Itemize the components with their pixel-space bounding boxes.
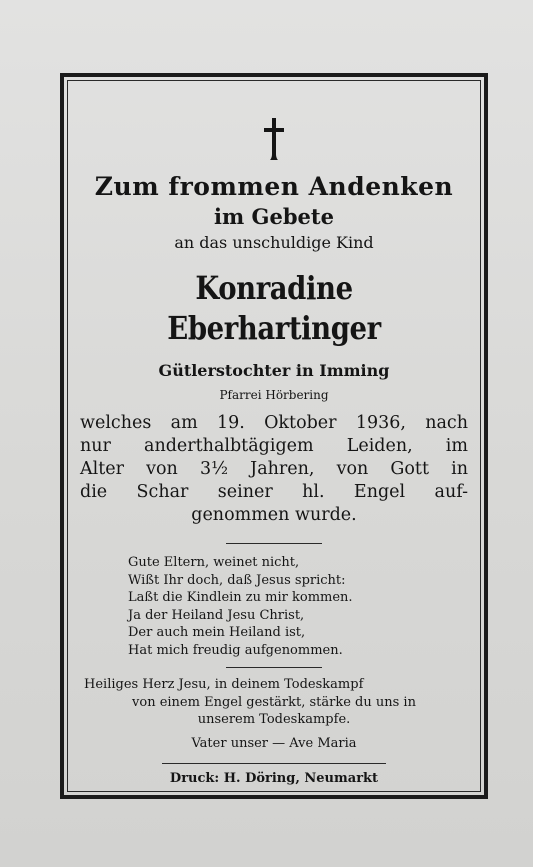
poem-line: Laßt die Kindlein zu mir kommen. [128,590,353,605]
prayer-line: Heiliges Herz Jesu, in deinem Todeskampf [84,677,364,692]
divider [162,763,386,764]
poem [128,554,476,659]
prayer [84,676,464,729]
heading-line-1: Zum frommen Andenken [94,172,454,201]
parish-line: Pfarrei Hörbering [219,388,329,402]
poem-line: Hat mich freudig aufgenommen. [128,642,343,658]
prayer-line: unserem Todeskampfe. [197,712,351,727]
heading-line-3: an das unschuldige Kind [174,233,374,252]
deceased-name: Konradine Eberhartinger [167,269,381,347]
notice-line: Alter von 3½ Jahren, von Gott in [80,459,468,479]
poem-line: Gute Eltern, weinet nicht, [128,555,300,570]
poem-line: Wißt Ihr doch, daß Jesus spricht: [128,572,346,588]
heading-line-2: im Gebete [214,204,334,229]
divider [226,543,322,544]
prayer-line: von einem Engel gestärkt, stärke du uns in [132,694,416,710]
notice-line: nur anderthalbtägigem Leiden, im [80,436,468,456]
cross-icon [261,116,287,162]
poem-line: Der auch mein Heiland ist, [128,625,306,640]
notice-line: welches am 19. Oktober 1936, nach [80,413,468,433]
closing-prayer: Vater unser — Ave Maria [191,735,357,751]
death-notice-text [80,412,468,527]
notice-line: genommen wurde. [191,505,357,525]
occupation-line: Gütlerstochter in Imming [158,361,390,380]
notice-line: die Schar seiner hl. Engel auf- [80,482,468,502]
printer-credit: Druck: H. Döring, Neumarkt [169,770,379,786]
divider [226,667,322,668]
card-content [72,80,476,788]
poem-line: Ja der Heiland Jesu Christ, [128,607,305,623]
